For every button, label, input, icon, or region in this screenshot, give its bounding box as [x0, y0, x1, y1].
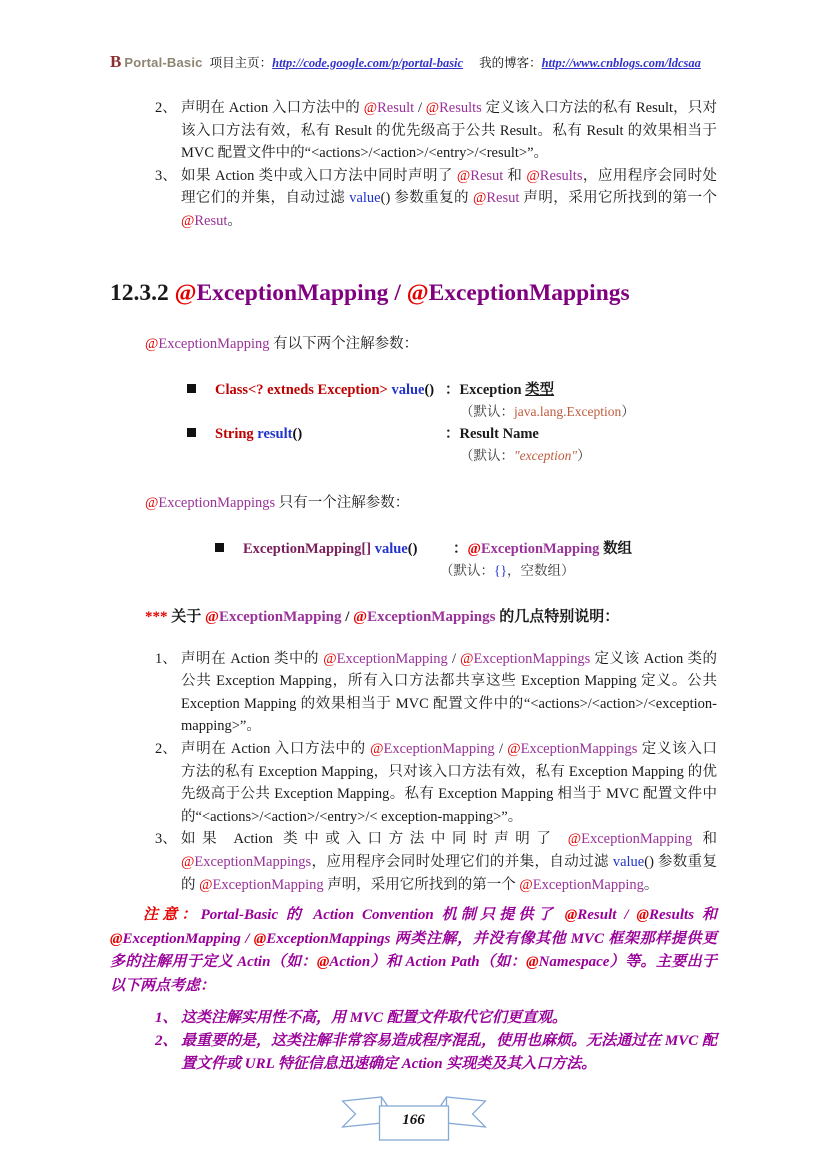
bullet-cell: [215, 538, 243, 560]
param-default: （默认：java.lang.Exception）: [460, 403, 635, 419]
remark-list: [110, 1007, 717, 1076]
list-item: [110, 97, 717, 165]
page-number: 166: [402, 1112, 425, 1128]
exception-mapping-notes-list: [110, 648, 717, 897]
square-bullet-icon: [187, 428, 196, 437]
list-item-text: 这类注解实用性不高，用 MVC 配置文件取代它们更直观。: [181, 1010, 567, 1027]
param-signature: String result(): [215, 425, 303, 442]
param-intro-2: @ExceptionMappings 只有一个注解参数：: [145, 494, 410, 511]
blog-label: 我的博客：: [479, 56, 542, 70]
list-item-text: 如果 Action 类中或入口方法中同时声明了 @Resut 和 @Results，应用程序会同时处理它们的并集，自动过滤 value() 参数重复的 @Resut 声明，采用它所找到的第一个 @Resut。: [181, 167, 718, 229]
blog-link[interactable]: http://www.cnblogs.com/ldcsaa: [541, 56, 701, 70]
list-item-text: 声明在 Action 类中的 @ExceptionMapping / @ExceptionMappings 定义该 Action 类的公共 Exception Mapping，所有入口方法都共享这些 Exception Mapping 定义。公共 Exception Mapping 的效果相当于 MVC 配置文件中的“<actions>/<action>/<exception-mapping>”。: [181, 650, 718, 735]
list-item-text: 声明在 Action 入口方法中的 @Result / @Results 定义该入口方法的私有 Result，只对该入口方法有效，私有 Result 的优先级高于公共 Result。私有 Result 的效果相当于 MVC 配置文件中的“<actions>/<action>/<entry>/<result>”。: [181, 100, 718, 162]
home-page-link[interactable]: http://code.google.com/p/portal-basic: [272, 56, 464, 70]
list-item-number: 3、: [155, 167, 177, 184]
param-intro-1: @ExceptionMapping 有以下两个注解参数：: [145, 335, 419, 352]
list-item-number: 1、: [155, 1010, 178, 1027]
square-bullet-icon: [215, 543, 224, 552]
bullet-cell: [187, 423, 215, 445]
logo-wordmark: Portal-Basic: [124, 55, 203, 70]
param-description: ：Exception 类型: [445, 381, 555, 398]
param-block-1: [110, 379, 717, 467]
result-notes-list: [110, 97, 717, 233]
param-block-2: [110, 538, 717, 582]
list-item-number: 2、: [155, 740, 177, 757]
square-bullet-icon: [187, 384, 196, 393]
special-note-heading: *** 关于 @ExceptionMapping / @ExceptionMappings 的几点特别说明：: [145, 608, 620, 625]
param-description: ：Result Name: [445, 425, 539, 442]
list-item-text: 最重要的是，这类注解非常容易造成程序混乱，使用也麻烦。无法通过在 MVC 配置文件或 URL 特征信息迅速确定 Action 实现类及其入口方法。: [181, 1033, 717, 1073]
portal-basic-logo-icon: B: [110, 52, 122, 71]
param-default: （默认："exception"）: [460, 447, 591, 463]
param-row: [187, 423, 717, 445]
list-item-text: 声明在 Action 入口方法中的 @ExceptionMapping / @ExceptionMappings 定义该入口方法的私有 Exception Mapping，只对该入口方法有效，私有 Exception Mapping 的优先级高于公共 Exception Mapping。私有 Exception Mapping 相当于 MVC 配置文件中的“<actions>/<action>/<entry>/< exception-mapping>”。: [181, 740, 718, 825]
list-item-text: 如果 Action 类中或入口方法中同时声明了 @ExceptionMapping 和 @ExceptionMappings，应用程序会同时处理它们的并集，自动过滤 value() 参数重复的 @ExceptionMapping 声明，采用它所找到的第一个 @ExceptionMapping。: [181, 831, 717, 893]
list-item: [110, 738, 717, 828]
list-item: [110, 648, 717, 738]
home-page-label: 项目主页：: [209, 56, 273, 70]
list-item-number: 1、: [155, 650, 177, 667]
page-number-ribbon: [341, 1096, 486, 1148]
param-default: （默认：{}，空数组）: [440, 562, 575, 578]
param-row: [187, 379, 717, 401]
bullet-cell: [187, 379, 215, 401]
param-description: ：@ExceptionMapping 数组: [453, 540, 633, 557]
content-column: [110, 0, 717, 1076]
list-item: [110, 165, 717, 233]
list-item-number: 2、: [155, 100, 177, 116]
param-row: [215, 538, 717, 560]
remark-paragraph: 注意：Portal-Basic 的 Action Convention 机制只提供了 @Result / @Results 和 @ExceptionMapping / @ExceptionMappings 两类注解，并没有像其他 MVC 框架那样提供更多的注解用于定义 Actin（如：@Action）和 Action Path（如：@Namespace）等。主要出于以下两点考虑：: [110, 907, 718, 994]
list-item-number: 3、: [155, 831, 177, 848]
list-item-number: 2、: [155, 1033, 178, 1050]
param-signature: Class<? extneds Exception> value(): [215, 381, 435, 398]
list-item: [110, 828, 717, 896]
list-item: [110, 1030, 717, 1076]
param-signature: ExceptionMapping[] value(): [243, 540, 418, 557]
section-heading: 12.3.2 @ExceptionMapping / @ExceptionMappings: [110, 279, 630, 306]
list-item: [110, 1007, 717, 1030]
